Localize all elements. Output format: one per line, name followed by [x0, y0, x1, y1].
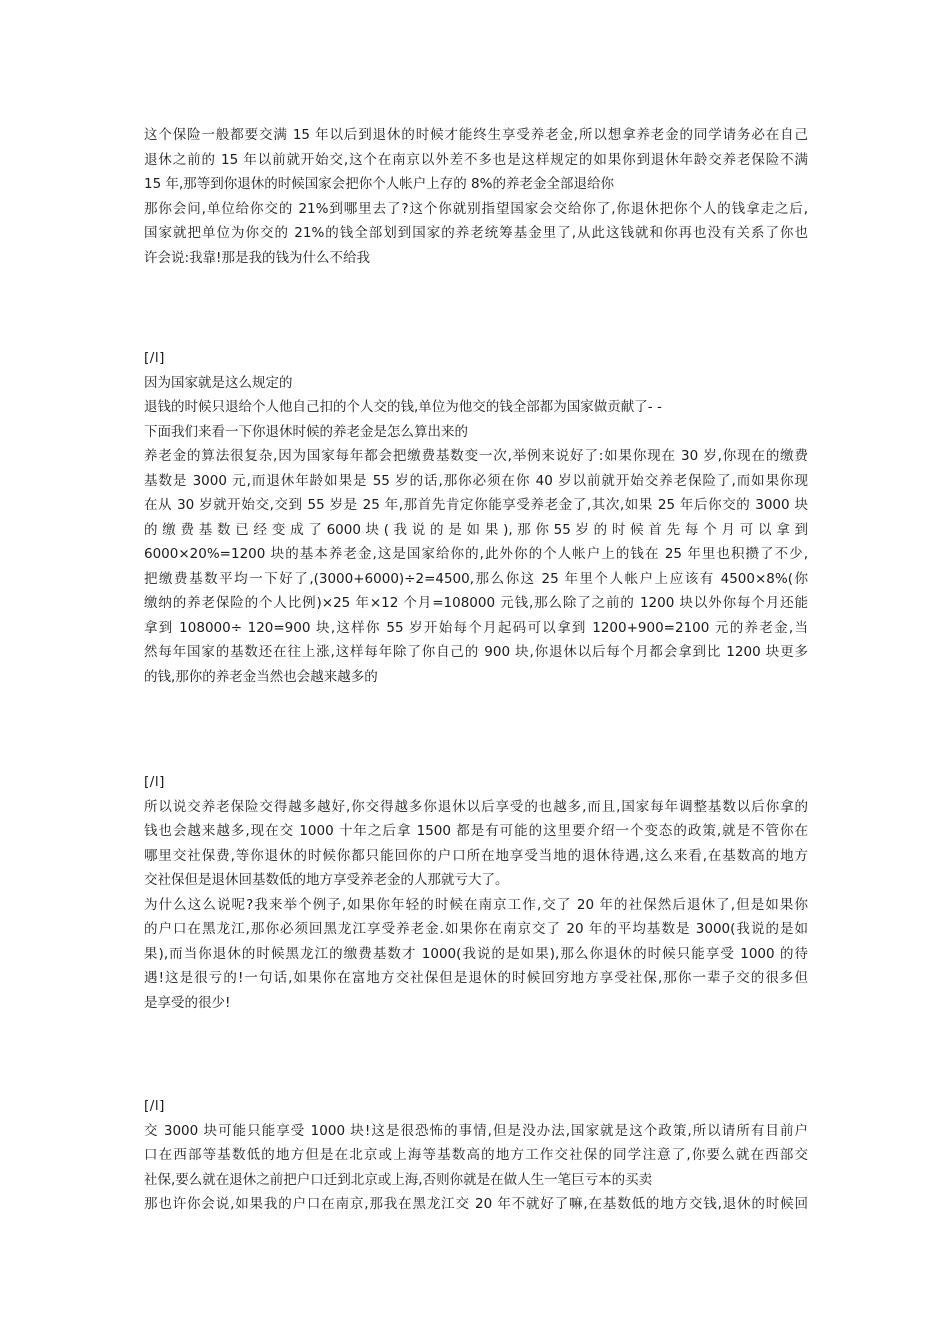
- text-line: 退钱的时候只退给个人他自己扣的个人交的钱,单位为他交的钱全部都为国家做贡献了- -: [144, 399, 662, 415]
- text-line: 基数是 3000 元,而退休年龄如果是 55 岁的话,那你必须在你 40 岁以前就开始交养老保险了,而如果你现: [144, 472, 808, 489]
- text-line: 的钱,那你的养老金当然也会越来越多的: [144, 668, 378, 685]
- text-line: 在从 30 岁就开始交,交到 55 岁是 25 年,那首先肯定你能享受养老金了,其次,如果 25 年后你交的 3000 块: [144, 497, 808, 513]
- paragraph-block-2: [144, 346, 808, 689]
- text-line: 养老金的算法很复杂,因为国家每年都会把缴费基数变一次,举例来说好了:如果你现在 30 岁,你现在的缴费: [144, 448, 808, 464]
- text-line: 把缴费基数平均一下好了,(3000+6000)÷2=4500,那么你这 25 年里个人帐户上应该有 4500×8%(你: [144, 570, 808, 587]
- text-line: 那你会问,单位给你交的 21%到哪里去了?这个你就别指望国家会交给你了,你退休把你个人的钱拿走之后,: [144, 200, 808, 217]
- text-line: 的 缴 费 基 数 已 经 变 成 了 6000 块 ( 我 说 的 是 如 果 ), 那 你 55 岁 的 时 候 首 先 每 个 月 可 以 拿 到: [144, 521, 808, 538]
- text-line: 是享受的很少!: [144, 994, 231, 1011]
- paragraph-block-3: [144, 770, 808, 1015]
- text-line: 果),而当你退休的时候黑龙江的缴费基数才 1000(我说的是如果),那么你退休的时候只能享受 1000 的待: [144, 945, 808, 962]
- section-marker: [/l]: [144, 1098, 165, 1114]
- paragraph-block-4: [144, 1094, 808, 1217]
- text-line: 为什么这么说呢?我来举个例子,如果你年轻的时候在南京工作,交了 20 年的社保然后退休了,但是如果你: [144, 896, 808, 913]
- text-line: 哪里交社保费,等你退休的时候你都只能回你的户口所在地享受当地的退休待遇,这么来看,在基数高的地方: [144, 847, 808, 864]
- text-line: 的户口在黑龙江,那你必须回黑龙江享受养老金.如果你在南京交了 20 年的平均基数是 3000(我说的是如: [144, 921, 808, 937]
- text-line: 拿到 108000÷ 120=900 块,这样你 55 岁开始每个月起码可以拿到 1200+900=2100 元的养老金,当: [144, 619, 808, 636]
- text-line: 所以说交养老保险交得越多越好,你交得越多你退休以后享受的也越多,而且,国家每年调整基数以后你拿的: [144, 798, 808, 815]
- text-line: 然每年国家的基数还在往上涨,这样每年除了你自己的 900 块,你退休以后每个月都会拿到比 1200 块更多: [144, 644, 808, 660]
- text-line: 退休之前的 15 年以前就开始交,这个在南京以外差不多也是这样规定的如果你到退休年龄交养老保险不满: [144, 151, 808, 168]
- text-line: 国家就把单位为你交的 21%的钱全部划到国家的养老统筹基金里了,从此这钱就和你再也没有关系了你也: [144, 225, 808, 241]
- text-line: 交 3000 块可能只能享受 1000 块!这是很恐怖的事情,但是没办法,国家就是这个政策,所以请所有目前户: [144, 1122, 808, 1139]
- text-line: 因为国家就是这么规定的: [144, 374, 293, 391]
- text-line: 下面我们来看一下你退休时候的养老金是怎么算出来的: [144, 423, 468, 440]
- text-line: 社保,要么就在退休之前把户口迁到北京或上海,否则你就是在做人生一笔巨亏本的买卖: [144, 1171, 653, 1188]
- text-line: 这个保险一般都要交满 15 年以后到退休的时候才能终生享受养老金,所以想拿养老金的同学请务必在自己: [144, 127, 808, 143]
- text-line: 口在西部等基数低的地方但是在北京或上海等基数高的地方工作交社保的同学注意了,你要么就在西部交: [144, 1147, 808, 1163]
- section-marker: [/l]: [144, 774, 165, 790]
- text-line: 6000×20%=1200 块的基本养老金,这是国家给你的,此外你的个人帐户上的钱在 25 年里也积攒了不少,: [144, 546, 808, 562]
- text-line: 许会说:我靠!那是我的钱为什么不给我: [144, 249, 370, 266]
- text-line: 缴纳的养老保险的个人比例)×25 年×12 个月=108000 元钱,那么除了之前的 1200 块以外你每个月还能: [144, 595, 808, 611]
- text-line: 交社保但是退休回基数低的地方享受养老金的人那就亏大了。: [144, 872, 509, 888]
- text-line: 那也许你会说,如果我的户口在南京,那我在黑龙江交 20 年不就好了嘛,在基数低的地方交钱,退休的时候回: [144, 1196, 808, 1212]
- section-marker: [/l]: [144, 350, 165, 366]
- paragraph-block-1: [144, 123, 808, 270]
- text-line: 钱也会越来越多,现在交 1000 十年之后拿 1500 都是有可能的这里要介绍一个变态的政策,就是不管你在: [144, 823, 808, 839]
- text-line: 遇!这是很亏的!一句话,如果你在富地方交社保但是退休的时候回穷地方享受社保,那你一辈子交的很多但: [144, 970, 808, 986]
- text-line: 15 年,那等到你退休的时候国家会把你个人帐户上存的 8%的养老金全部退给你: [144, 176, 614, 192]
